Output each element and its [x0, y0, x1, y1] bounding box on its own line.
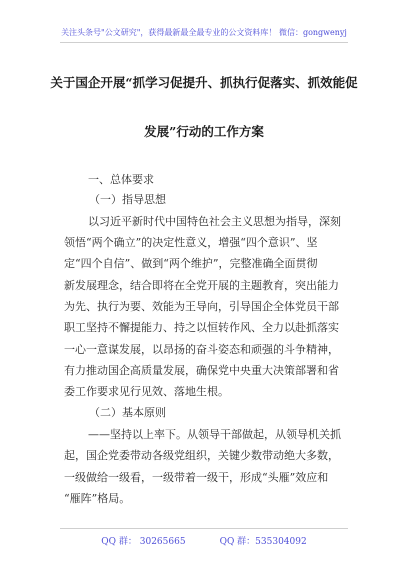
footer-qq-group-2: QQ 群：535304092 [219, 537, 307, 547]
paragraph-line: 委工作要求见行见效、落地生根。 [64, 385, 229, 398]
document-title-line-2: 发展”行动的工作方案 [144, 124, 264, 139]
footer-divider [60, 528, 348, 529]
section-heading-general-requirements: 一、总体要求 [88, 173, 154, 186]
paragraph-line: ——坚持以上率下。从领导干部做起，从领导机关抓 [88, 428, 341, 441]
paragraph-line: 起，国企党委带动各级党组织，关键少数带动绝大多数， [64, 449, 339, 462]
paragraph-line: 一级做给一级看，一级带着一级干，形成“头雁”效应和 [64, 471, 329, 484]
paragraph-line: 为先、执行为要、效能为王导向，引导国企全体党员干部 [64, 300, 339, 313]
footer-contact [0, 534, 408, 547]
document-title-line-1: 关于国企开展“抓学习促提升、抓执行促落实、抓效能促 [50, 75, 358, 90]
header-divider [60, 42, 348, 43]
footer-qq-group-1: QQ 群： 30265665 [101, 537, 186, 547]
paragraph-line: 职工坚持不懈提能力、持之以恒转作风、全力以赴抓落实 [64, 321, 339, 334]
paragraph-line: 领悟“两个确立”的决定性意义，增强“四个意识”、坚 [64, 236, 318, 249]
paragraph-line: 有力推动国企高质量发展，确保党中央重大决策部署和省 [64, 364, 339, 377]
paragraph-line: 以习近平新时代中国特色社会主义思想为指导，深刻 [88, 215, 341, 228]
paragraph-line: “雁阵”格局。 [64, 492, 131, 505]
header-note: 关注头条号"公文研究"，获得最新最全最专业的公文资料库！ 微信：gongwenyj [61, 28, 347, 37]
subsection-heading-basic-principles: （二）基本原则 [89, 406, 166, 419]
subsection-heading-guiding-thought: （一）指导思想 [89, 193, 166, 206]
paragraph-line: 一心一意谋发展，以昂扬的奋斗姿态和顽强的斗争精神， [64, 343, 339, 356]
paragraph-line: 定“四个自信”、做到“两个维护”，完整准确全面贯彻 [64, 257, 318, 270]
paragraph-line: 新发展理念，结合即将在全党开展的主题教育，突出能力 [64, 279, 339, 292]
